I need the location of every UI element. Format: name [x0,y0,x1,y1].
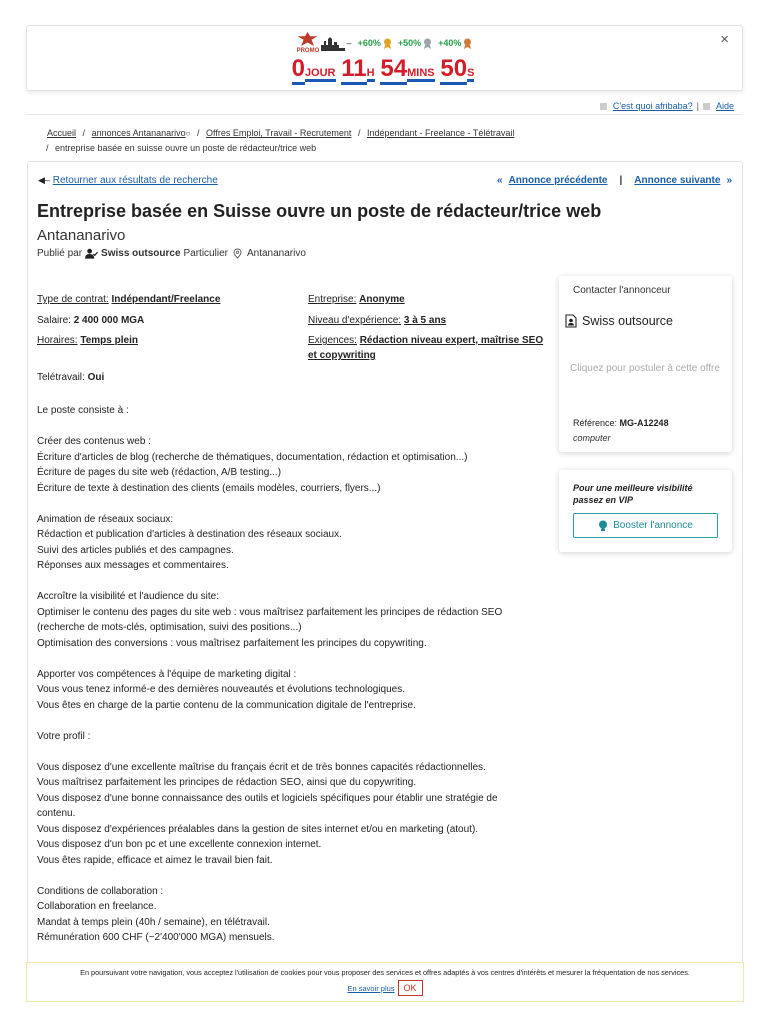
arrow-left-icon: ◀– [38,175,50,185]
description-line: Mandat à temps plein (40h / semaine), en télétravail. [37,916,270,928]
back-to-results-link[interactable]: Retourner aux résultats de recherche [52,175,218,186]
info-icon [600,103,607,110]
description-line: Vous disposez d'une excellente maîtrise du français écrit et de très bonnes capacités rédactionnelles. [37,761,486,773]
countdown-mins-unit: MINS [407,67,435,82]
listing-description [37,403,557,946]
published-by-label: Publié par [37,248,83,259]
contact-title: Contacter l'annonceur [573,285,671,296]
listing-title: Entreprise basée en Suisse ouvre un poste de rédacteur/trice web [37,201,602,221]
countdown-hours-unit: H [367,67,375,82]
description-line: Vous êtes rapide, efficace et aimez le travail bien fait. [37,854,273,866]
double-chevron-left-icon: « [497,175,503,186]
description-line: Le poste consiste à : [37,405,129,416]
cookie-actions [27,980,743,996]
countdown-days: 0 [292,55,305,85]
description-line: Accroître la visibilité et l'audience du site: [37,591,219,602]
cookie-text: En poursuivant votre navigation, vous acceptez l'utilisation de cookies pour vous proposer des services et offres adaptés à vos centres d'intérêts et mesurer la fréquentation de nos services. [80,968,690,977]
help-link[interactable]: Aide [715,101,734,111]
description-line: Vous disposez d'expériences préalables dans la gestion de sites internet et/ou en marketing (atout). [37,823,479,835]
location-pin-icon [231,248,244,259]
cookie-banner [26,962,744,1002]
description-line: Animation de réseaux sociaux: [37,513,174,525]
promo-countdown [27,55,742,83]
contact-name[interactable] [565,314,673,328]
field-requirements-cont: et copywriting [308,350,376,361]
boost-listing-button[interactable] [573,513,718,538]
description-spacer [37,496,557,512]
field-hours: Horaires: Temps plein [37,335,138,346]
vip-box [559,470,732,552]
author-type: Particulier [183,248,228,259]
bronze-medal-icon [463,38,472,49]
description-line: Écriture de pages du site web (rédaction, A/B testing...) [37,467,282,478]
published-by [37,248,306,259]
silver-medal-icon [423,38,432,49]
field-contract: Type de contrat: Indépendant/Freelance [37,294,221,305]
field-remote: Telétravail: Oui [37,372,105,383]
promo-gold: +60% [358,38,392,49]
description-line: Écriture d'articles de blog (recherche de thématiques, documentation, rédaction et optimisation...) [37,451,468,463]
learn-more-link[interactable]: En savoir plus [347,983,395,993]
reference-category: computer [573,433,611,443]
field-company: Entreprise: Anonyme [308,294,405,305]
header-divider [26,114,742,115]
reference-value: MG-A12248 [619,418,669,428]
contact-box [559,276,732,452]
what-is-link[interactable]: C'est quoi afribaba? [612,101,693,111]
previous-listing-link[interactable]: Annonce précédente [508,175,608,186]
countdown-mins: 54 [380,55,407,85]
breadcrumb-antananarivo[interactable]: annonces Antananarivo [91,128,186,138]
description-line: Optimisation des conversions : vous maîtrisez parfaitement les principes du copywriting. [37,637,427,649]
back-to-results[interactable] [38,175,218,186]
description-line: Collaboration en freelance. [37,901,157,912]
promo-logo: PROMO – [297,32,352,54]
listing-location: Antananarivo [246,248,306,259]
description-line: Vous disposez d'un bon pc et une excellente connexion internet. [37,839,322,850]
description-spacer [37,868,557,884]
description-spacer [37,713,557,729]
promo-silver: +50% [398,38,432,49]
boost-listing-label: Booster l'annonce [613,520,693,531]
description-line: Créer des contenus web : [37,436,151,447]
double-chevron-right-icon: » [726,175,732,186]
description-spacer [37,744,557,760]
description-line: Votre profil : [37,730,91,742]
user-check-icon [85,248,98,259]
field-salary: Salaire: 2 400 000 MGA [37,315,145,326]
breadcrumb-freelance[interactable]: Indépendant - Freelance - Télétravail [366,128,515,138]
apply-button[interactable]: Cliquez pour postuler à cette offre [570,363,720,374]
description-line: Vous maîtrisez parfaitement les principes de rédaction SEO, ainsi que du copywriting. [37,777,417,788]
breadcrumb-sep: / [357,128,361,138]
user-card-icon [565,314,577,328]
cookie-ok-button[interactable]: OK [398,980,423,996]
countdown-days-unit: JOUR [305,67,336,82]
description-line: Apporter vos compétences à l'équipe de marketing digital : [37,668,297,680]
reference-label: Référence: [573,418,618,428]
breadcrumb-sep: / [82,128,86,138]
description-line: Vous disposez d'une bonne connaissance des outils et logiciels spécifiques pour établir une stratégie de [37,792,498,804]
contact-name-text: Swiss outsource [582,314,674,328]
description-line: Rémunération 600 CHF (~2'400'000 MGA) mensuels. [37,932,275,943]
description-line: (recherche de mots-clés, optimisation, suivi des positions...) [37,622,302,633]
description-spacer [37,419,557,435]
description-line: Optimiser le contenu des pages du site web : vous maîtrisez parfaitement les principes de rédaction SEO [37,606,503,618]
description-line: contenu. [37,808,76,819]
listing-city: Antananarivo [37,227,126,244]
help-links [600,101,734,111]
description-line: Conditions de collaboration : [37,885,164,897]
vip-text: Pour une meilleure visibilité passez en VIP [573,483,693,505]
skyline-icon [321,35,345,51]
description-line: Écriture de texte à destination des clients (emails modèles, courriers, flyers...) [37,482,381,494]
breadcrumb-home[interactable]: Accueil [47,128,77,138]
description-line: Rédaction et publication d'articles à destination des réseaux sociaux. [37,529,342,540]
promo-badge-icon [297,32,319,54]
field-experience: Niveau d'expérience: 3 à 5 ans [308,315,447,326]
next-listing-link[interactable]: Annonce suivante [634,175,721,186]
promo-bronze: +40% [438,38,472,49]
gold-medal-icon [383,38,392,49]
promo-banner[interactable] [26,25,743,91]
description-line: Vous vous tenez informé-e des dernières nouveautés et évolutions technologiques. [37,684,406,695]
description-spacer [37,574,557,590]
nav-separator: | [619,175,623,186]
countdown-secs-unit: S [467,67,474,82]
description-line: Suivi des articles publiés et des campagnes. [37,544,234,556]
lightbulb-icon [598,520,608,532]
promo-offers [27,32,742,54]
listing-navigation [497,175,732,186]
close-icon[interactable]: × [720,31,729,48]
description-line: Vous êtes en charge de la partie contenu de la communication digitale de l'entreprise. [37,699,416,711]
field-requirements: Exigences: Rédaction niveau expert, maîtrise SEO [308,335,544,346]
countdown-hours: 11 [341,55,366,85]
help-icon [703,103,710,110]
help-separator: | [696,101,699,111]
author-name[interactable]: Swiss outsource [101,248,181,259]
breadcrumb-current: entreprise basée en suisse ouvre un poste de rédacteur/trice web [55,143,317,153]
breadcrumb: Accueil / annonces Antananarivo○ / Offres Emploi, Travail - Recrutement / Indépendant - Freelance - Télétravail / entreprise basée en suisse ouvre un poste de rédacteur/trice web [46,128,515,153]
breadcrumb-jobs[interactable]: Offres Emploi, Travail - Recrutement [206,128,352,138]
promo-badge-text: PROMO [296,48,320,54]
breadcrumb-sep: / [46,143,49,153]
countdown-secs: 50 [440,55,467,85]
reference [573,418,669,428]
breadcrumb-sep: / [197,128,200,138]
description-spacer [37,651,557,667]
description-line: Réponses aux messages et commentaires. [37,560,229,571]
